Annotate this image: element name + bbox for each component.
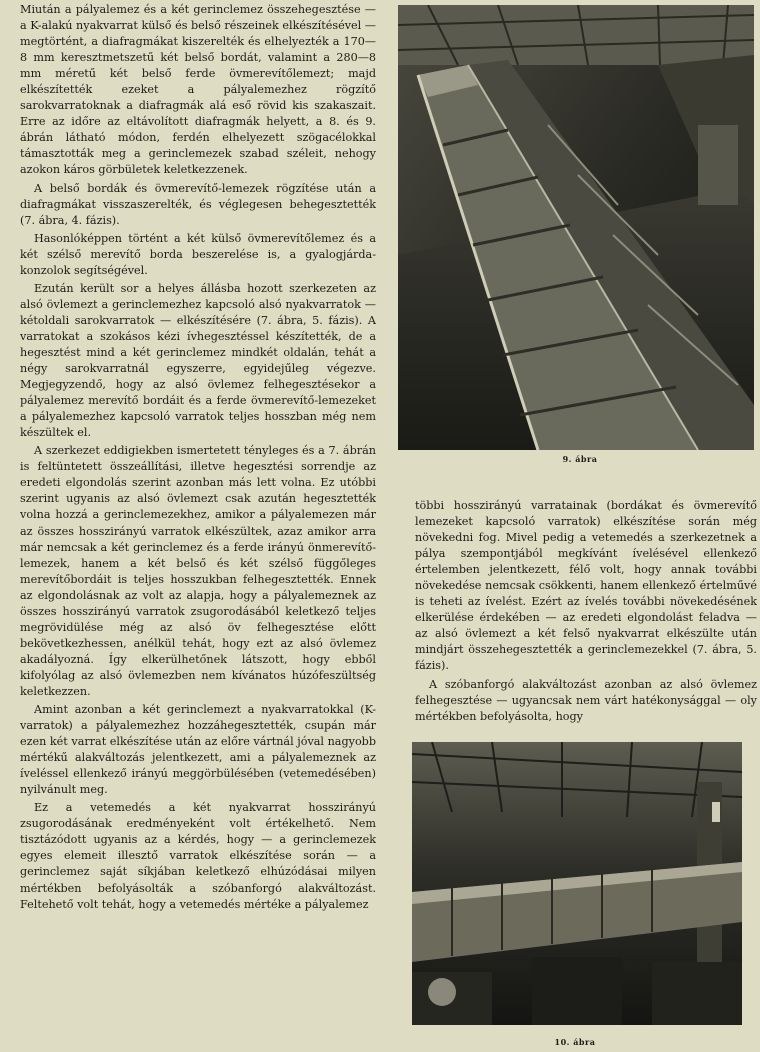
figure-9-photo — [398, 5, 754, 450]
paragraph: Amint azonban a két gerinclemezt a nyakvarratokkal (K-varratok) a pályalemezhez hozzáhegesztették, csupán már ezen két varrat elkészítése után az előre vártnál jóval nagyobb mértékű alakváltozás jelentkezett, ami a pályalemeznek az íveléssel ellenkező irányú meggörbülésében (vetemedésében) nyilvánult meg. — [20, 703, 376, 797]
figure-10-photo — [412, 742, 742, 1025]
paragraph: A szerkezet eddigiekben ismertetett tényleges és a 7. ábrán is feltüntetett összeállítási, illetve hegesztési sorrendje az eredeti elgondolás szerint azonban más lett volna. Ez utóbbi szerint ugyanis az alsó övlemezt csak azután hegesztették volna hozzá a gerinclemezekhez, amikor a pályalemezen már az összes hosszirányú varratok elkészültek, azaz amikor arra már nemcsak a két gerinclemez és a ferde irányú önmerevítő-lemezek, hanem a két belső és két szélső függőleges merevítőbordáit is teljes hosszukban felhegesztették. Ennek az elgondolásnak az volt az alapja, hogy a pályalemeznek az összes hosszirányú varratok zsugorodásából keletkező teljes megrövidülése még az alsó öv felhegesztése előtt bekövetkezhessen, anélkül tehát, hogy ezt az alsó övlemez akadályozná. Így elkerülhetőnek látszott, hogy ebből kifolyólag az alsó övlemezben nem kívánatos húzófeszültség keletkezzen. — [20, 444, 376, 698]
left-text-column — [20, 2, 376, 1050]
paragraph: Ezután került sor a helyes állásba hozott szerkezeten az alsó övlemezt a gerinclemezhez kapcsoló alsó nyakvarratok — kétoldali sarokvarratok — elkészítésére (7. ábra, 5. fázis). A varratokat a szokásos kézi ívhegesztéssel készítették, de a hegesztést mind a két gerinclemez mindkét oldalán, tehát a négy sarokvarratnál egyszerre, egyidejűleg végezve. Megjegyzendő, hogy az alsó övlemez felhegesztésekor a pályalemez merevítő bordáit és a ferde övmerevítő-lemezeket a pályalemezhez kapcsoló varratok teljes hosszban még nem készültek el. — [20, 281, 376, 440]
paragraph: Miután a pályalemez és a két gerinclemez összehegesztése — a K-alakú nyakvarrat külső és belső részeinek elkészítésével — megtörtént, a diafragmákat kiszerelték és elhelyezték a 170—8 mm keresztmetszetű két belső bordát, valamint a 280—8 mm méretű két belső ferde övmerevítőlemezt; majd elkészítették ezeket a pályalemezhez rögzítő sarokvarratoknak a diafragmák alá eső rövid kis szakaszait. Erre az időre az eltávolított diafragmák helyett, a 8. és 9. ábrán látható módon, ferdén elhelyezett szögacélokkal támasztották meg a gerinclemezek szabad széleit, nehogy azokon káros görbületek keletkezzenek. — [20, 3, 376, 177]
right-text-column — [415, 498, 757, 728]
paragraph: A szóbanforgó alakváltozást azonban az alsó övlemez felhegesztése — ugyancsak nem várt hatékonysággal — oly mértékben befolyásolta, hogy — [415, 677, 757, 723]
paragraph: Ez a vetemedés a két nyakvarrat hosszirányú zsugorodásának eredményeként volt értékelhető. Nem tisztázódott ugyanis az a kérdés, hogy — a gerinclemezek egyes elemeit illesztő varratok elkészítése során — a gerinclemez saját síkjában keletkező elhúzódásai milyen mértékben befolyásolták a szóbanforgó alakváltozást. Feltehető volt tehát, hogy a vetemedés mértéke a pályalemez — [20, 801, 376, 911]
paragraph: Hasonlóképpen történt a két külső övmerevítőlemez és a két szélső merevítő borda beszerelése is, a gyalogjárda-konzolok segítségével. — [20, 231, 376, 277]
paragraph: többi hosszirányú varratainak (bordákat és övmerevítő lemezeket kapcsoló varratok) elkészítése során még növekedni fog. Mivel pedig a vetemedés a szerkezetnek a pálya szempontjából megkívánt ívelésével ellenkező értelemben jelentkezett, félő volt, hogy annak további növekedése nemcsak csökkenti, hanem ellenkező értelművé is teheti az ívelést. Ezért az ívelés további növekedésének elkerülése érdekében — az eredeti elgondolást feladva — az alsó övlemezt a két felső nyakvarrat elkészülte után mindjárt összehegesztették a gerinclemezekkel (7. ábra, 5. fázis). — [415, 499, 757, 673]
figure-10-caption: 10. ábra — [554, 1037, 596, 1047]
paragraph: A belső bordák és övmerevítő-lemezek rögzítése után a diafragmákat visszaszerelték, és véglegesen behegesztették (7. ábra, 4. fázis). — [20, 181, 376, 227]
figure-9-caption: 9. ábra — [562, 454, 598, 464]
